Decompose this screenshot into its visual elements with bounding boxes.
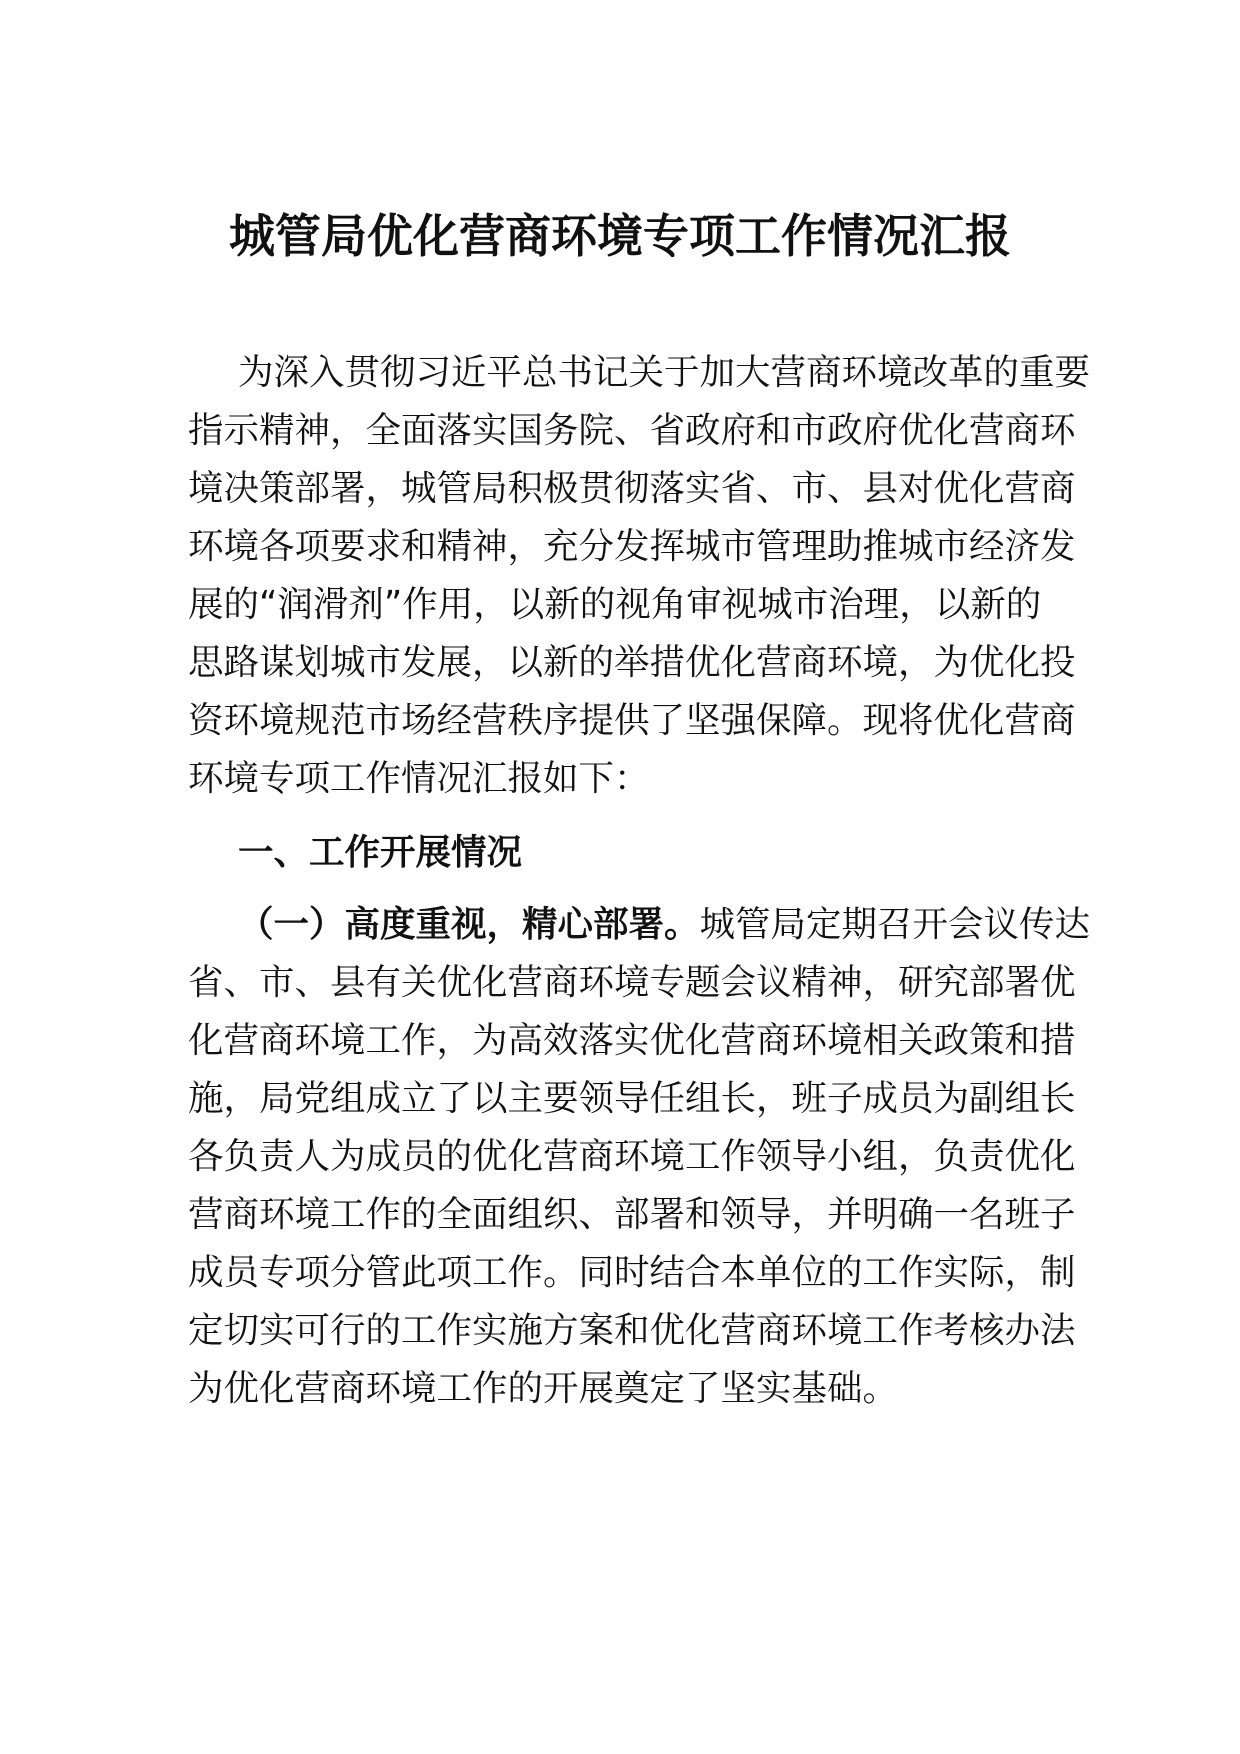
intro-line-4: 环境各项要求和精神，充分发挥城市管理助推城市经济发 (188, 526, 1076, 567)
intro-line-5: 展的“润滑剂”作用，以新的视角审视城市治理，以新的 (188, 584, 1042, 625)
section-heading: 一、工作开展情况 (238, 832, 523, 873)
subsection-line-9: 为优化营商环境工作的开展奠定了坚实基础。 (188, 1368, 899, 1409)
intro-line-6: 思路谋划城市发展，以新的举措优化营商环境，为优化投 (188, 642, 1076, 683)
intro-line-3: 境决策部署，城管局积极贯彻落实省、市、县对优化营商 (188, 468, 1076, 509)
subsection-first-line-rest: 城管局定期召开会议传达 (699, 904, 1091, 945)
subsection-line-2: 省、市、县有关优化营商环境专题会议精神，研究部署优 (188, 962, 1076, 1003)
subsection-line-8: 定切实可行的工作实施方案和优化营商环境工作考核办法 (188, 1310, 1076, 1351)
subsection-first-line (238, 901, 1090, 949)
subsection-line-7: 成员专项分管此项工作。同时结合本单位的工作实际，制 (188, 1252, 1076, 1293)
document-title: 城管局优化营商环境专项工作情况汇报 (229, 209, 1011, 263)
intro-line-8: 环境专项工作情况汇报如下： (188, 758, 650, 799)
intro-line-1: 为深入贯彻习近平总书记关于加大营商环境改革的重要 (238, 352, 1091, 393)
subsection-line-4: 施，局党组成立了以主要领导任组长，班子成员为副组长 (188, 1078, 1076, 1119)
subsection-line-3: 化营商环境工作，为高效落实优化营商环境相关政策和措 (188, 1020, 1076, 1061)
intro-line-7: 资环境规范市场经营秩序提供了坚强保障。现将优化营商 (188, 700, 1076, 741)
subsection-line-6: 营商环境工作的全面组织、部署和领导，并明确一名班子 (188, 1194, 1076, 1235)
subsection-line-5: 各负责人为成员的优化营商环境工作领导小组，负责优化 (188, 1136, 1076, 1177)
subsection-lead: （一）高度重视，精心部署。 (238, 904, 700, 945)
intro-line-2: 指示精神，全面落实国务院、省政府和市政府优化营商环 (188, 410, 1076, 451)
